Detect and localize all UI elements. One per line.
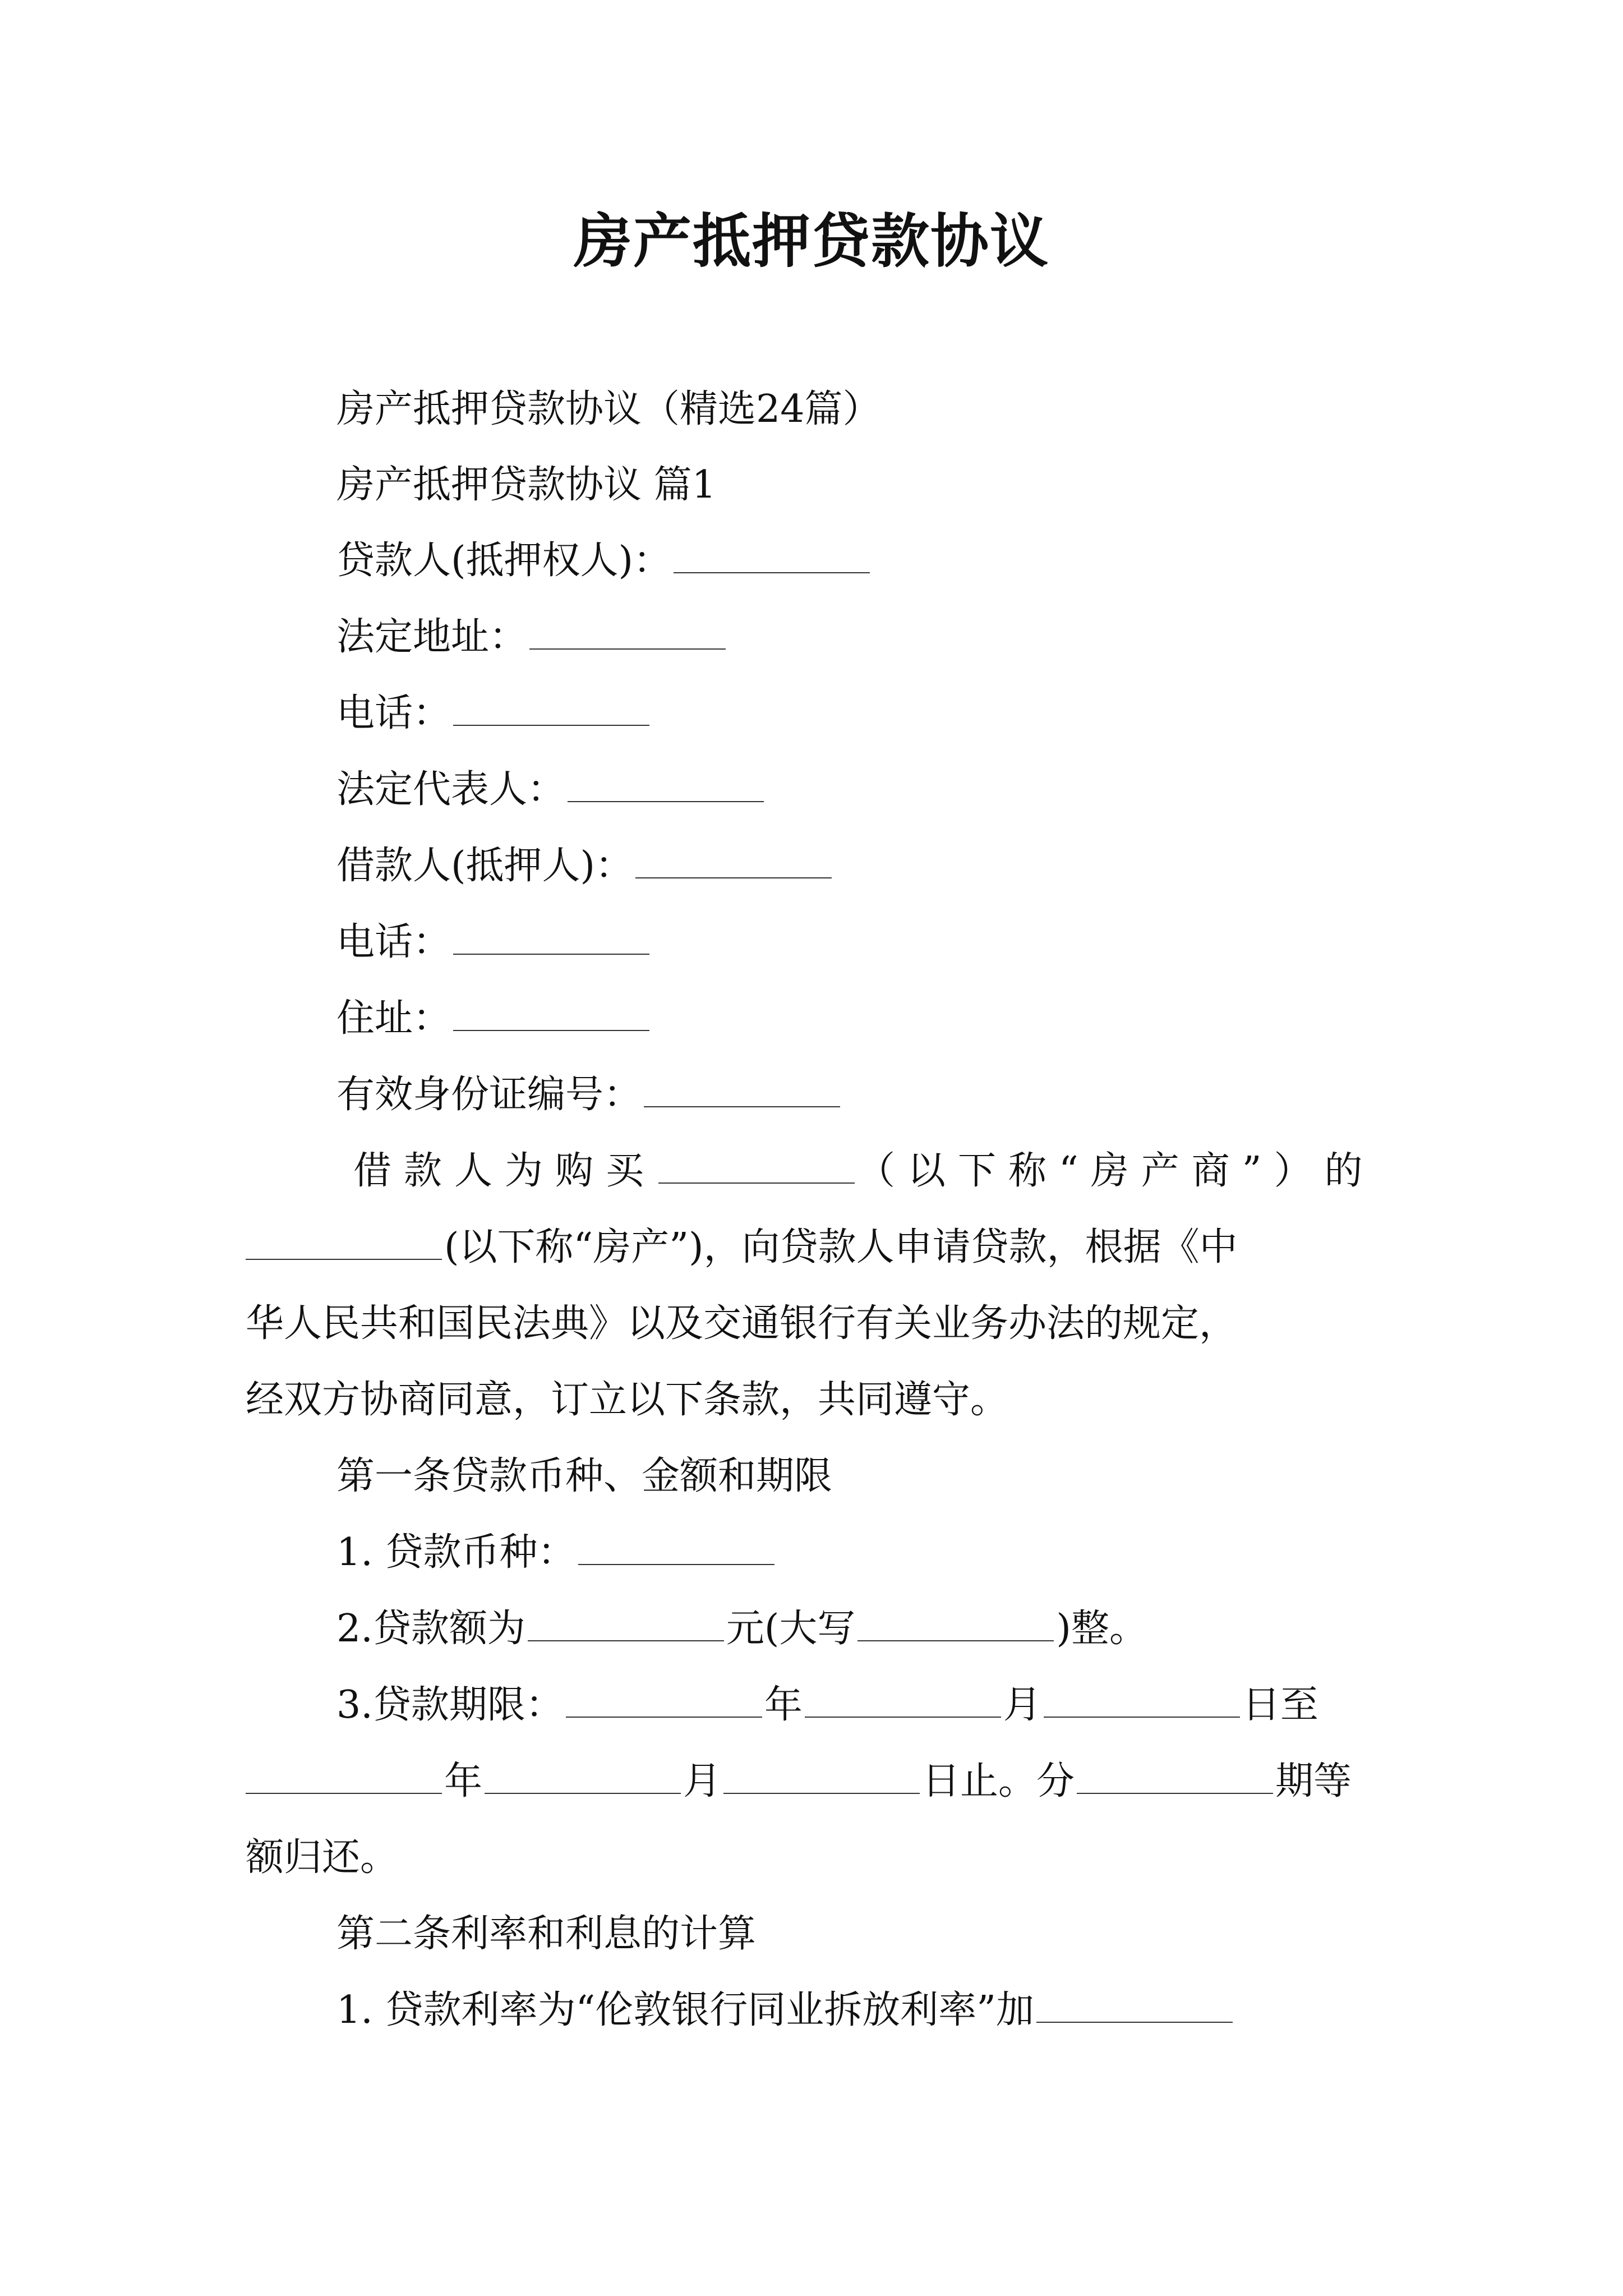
lender-address-label: 法定地址：: [336, 615, 528, 659]
end-month-blank: [485, 1758, 681, 1794]
id-number-field: [336, 1067, 842, 1123]
interest-rate-blank: [1036, 1987, 1233, 2023]
start-month-unit: 月: [1003, 1683, 1041, 1727]
legal-rep-label: 法定代表人：: [336, 767, 566, 812]
term-label: 3.贷款期限：: [336, 1683, 564, 1727]
document-subtitle: 房产抵押贷款协议（精选24篇）: [336, 387, 881, 431]
article1-heading: 第一条贷款币种、金额和期限: [336, 1454, 833, 1498]
lender-phone-blank: [453, 690, 649, 726]
intro-line1-prefix: 借款人为购买: [353, 1149, 657, 1193]
lender-phone-label: 电话：: [336, 691, 451, 735]
start-day-unit: 日至: [1242, 1683, 1318, 1727]
end-year-unit: 年: [444, 1759, 483, 1803]
borrower-address-field: [336, 991, 652, 1047]
currency-blank: [578, 1529, 774, 1565]
article1-item3-cont: [246, 1754, 1352, 1810]
intro-line-1: [353, 1143, 1375, 1199]
lender-blank: [674, 537, 870, 573]
intro-line-3: 华人民共和国民法典》以及交通银行有关业务办法的规定，: [246, 1301, 1238, 1346]
intro-developer-blank: [658, 1148, 855, 1184]
amount-upper-blank: [857, 1605, 1054, 1641]
borrower-phone-label: 电话：: [336, 920, 451, 964]
article2-item1: [336, 1982, 1235, 2039]
borrower-address-label: 住址：: [336, 996, 451, 1041]
legal-rep-blank: [568, 766, 764, 802]
lender-field: [336, 533, 872, 589]
borrower-blank: [635, 843, 832, 878]
id-number-blank: [644, 1071, 840, 1107]
installments-unit: 期等: [1275, 1759, 1352, 1803]
amount-blank: [528, 1605, 724, 1641]
start-year-unit: 年: [764, 1683, 803, 1727]
interest-rate-label: 1. 贷款利率为“伦敦银行同业拆放利率”加: [336, 1988, 1035, 2032]
end-year-blank: [246, 1758, 442, 1794]
borrower-address-blank: [453, 995, 649, 1031]
document-title: 房产抵押贷款协议: [573, 206, 1049, 275]
start-day-blank: [1044, 1682, 1240, 1718]
borrower-field: [336, 838, 834, 894]
lender-address-blank: [529, 614, 726, 650]
lender-address-field: [336, 609, 728, 665]
intro-line2-suffix: (以下称“房产”)，向贷款人申请贷款，根据《中: [444, 1225, 1238, 1269]
intro-line-2: [246, 1220, 1238, 1276]
borrower-phone-blank: [453, 919, 649, 955]
amount-upper-label: 元(大写: [726, 1607, 856, 1651]
intro-property-blank: [246, 1224, 442, 1260]
lender-phone-field: [336, 685, 652, 742]
installments-blank: [1077, 1758, 1273, 1794]
article1-item3: [336, 1677, 1318, 1733]
end-day-unit: 日止。分: [922, 1759, 1075, 1803]
section-heading: 房产抵押贷款协议 篇1: [336, 463, 716, 507]
end-day-blank: [723, 1758, 920, 1794]
article1-item2: [336, 1601, 1147, 1657]
start-month-blank: [805, 1682, 1001, 1718]
lender-label: 贷款人(抵押权人)：: [336, 539, 672, 583]
legal-rep-field: [336, 762, 766, 818]
id-number-label: 有效身份证编号：: [336, 1073, 642, 1117]
start-year-blank: [566, 1682, 762, 1718]
intro-line-4: 经双方协商同意，订立以下条款，共同遵守。: [246, 1378, 1009, 1422]
end-month-unit: 月: [683, 1759, 722, 1803]
borrower-label: 借款人(抵押人)：: [336, 844, 634, 888]
intro-line1-suffix: （以下称“房产商”）的: [857, 1149, 1375, 1193]
article1-item3-end: 额归还。: [246, 1835, 399, 1880]
currency-label: 1. 贷款币种：: [336, 1530, 576, 1575]
article2-heading: 第二条利率和利息的计算: [336, 1912, 757, 1956]
borrower-phone-field: [336, 914, 652, 970]
amount-end: )整。: [1056, 1607, 1147, 1651]
article1-item1: [336, 1525, 777, 1581]
amount-label: 2.贷款额为: [336, 1607, 525, 1651]
